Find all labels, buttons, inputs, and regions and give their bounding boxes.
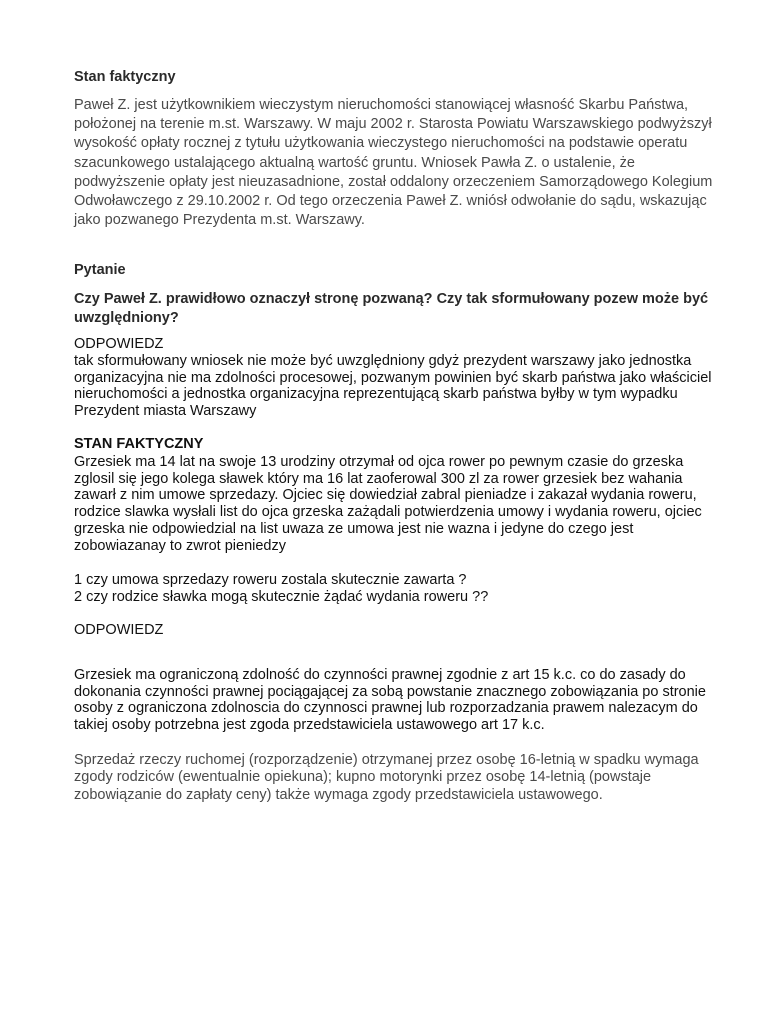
section1-facts-paragraph: Paweł Z. jest użytkownikiem wieczystym nieruchomości stanowiącej własność Skarbu Państwa, położonej na terenie m.st. Warszawy. W maju 2002 r. Starosta Powiatu Warszawskiego podwyższył wysokość opłaty rocznej z tytułu użytkowania wieczystego nieruchomości na podstawie operatu szacunkowego ustalającego aktualną wartość gruntu. Wniosek Pawła Z. o ustalenie, że podwyższenie opłaty jest nieuzasadnione, został oddalony orzeczeniem Samorządowego Kolegium Odwoławczego z 29.10.2002 r. Od tego orzeczenia Paweł Z. wniósł odwołanie do sądu, wskazując jako pozwanego Prezydenta m.st. Warszawy. (74, 97, 713, 229)
answer1-text: tak sformułowany wniosek nie może być uwzględniony gdyż prezydent warszawy jako jednostka organizacyjna nie ma zdolności procesowej, pozwanym powinien być skarb państwa jako właściciel nieruchomości a jednostka organizacyjna reprezentującą skarb państwa byłby w tym wypadku Prezydent miasta Warszawy (74, 353, 712, 420)
question-heading: Pytanie (74, 262, 126, 278)
answer1-label: ODPOWIEDZ (74, 336, 164, 352)
section2-question-2: 2 czy rodzice sławka mogą skutecznie żądać wydania roweru ?? (74, 589, 489, 605)
section1-heading: Stan faktyczny (74, 69, 176, 85)
question-text: Czy Paweł Z. prawidłowo oznaczył stronę pozwaną? Czy tak sformułowany pozew może być uwzględniony? (74, 291, 709, 326)
answer2-label: ODPOWIEDZ (74, 622, 164, 638)
section2-heading: STAN FAKTYCZNY (74, 436, 204, 452)
section2-question-1: 1 czy umowa sprzedazy roweru zostala skutecznie zawarta ? (74, 572, 467, 588)
answer2-note: Sprzedaż rzeczy ruchomej (rozporządzenie) otrzymanej przez osobę 16-letnią w spadku wymaga zgody rodziców (ewentualnie opiekuna); kupno motorynki przez osobę 14-letnią (powstaje zobowiązanie do zapłaty ceny) także wymaga zgody przedstawiciela ustawowego. (74, 752, 699, 803)
answer2-text: Grzesiek ma ograniczoną zdolność do czynności prawnej zgodnie z art 15 k.c. co do zasady do dokonania czynności prawnej pociągającej za sobą powstanie znacznego zobowiązania po stronie osoby z ograniczona zdolnoscia do czynnosci prawnej lub rozporzadzania prawem nalezacym do takiej osoby potrzebna jest zgoda przedstawiciela ustawowego art 17 k.c. (74, 667, 706, 734)
section2-facts-paragraph: Grzesiek ma 14 lat na swoje 13 urodziny otrzymał od ojca rower po pewnym czasie do grzeska zglosil się jego kolega sławek który ma 16 lat zaoferowal 300 zl za rower grzesiek bez wahania zawarł z nim umowe sprzedazy. Ojciec się dowiedział zabral pieniadze i zakazał wydania roweru, rodzice slawka wysłali list do ojca grzeska zażądali potwierdzenia umowy i wydania roweru, ojciec grzeska nie odpowiedzial na list uwaza ze umowa jest nie wazna i jedyne do czego jest zobowiazanay to zwrot pieniedzy (74, 454, 702, 554)
